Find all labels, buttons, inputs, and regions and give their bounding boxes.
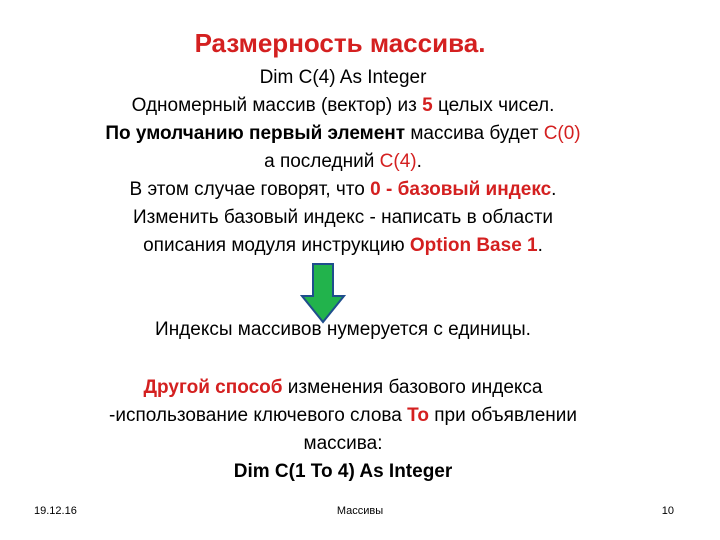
highlight-base-index: 0 - базовый индекс xyxy=(370,179,552,200)
code-line-dim: Dim C(4) As Integer xyxy=(259,67,427,88)
text-segment: целых чисел. xyxy=(432,95,555,116)
text-line-array: массива: xyxy=(303,433,383,454)
text-line-change-base: Изменить базовый индекс - написать в области xyxy=(132,207,554,228)
text-segment: В этом случае говорят, что xyxy=(129,179,371,200)
highlight-option-base: Option Base 1 xyxy=(409,235,538,256)
text-line-another-way xyxy=(0,376,686,400)
highlight-to: To xyxy=(407,405,429,426)
highlight-element: C(0) xyxy=(543,123,581,144)
bold-phrase: По умолчанию первый элемент xyxy=(105,123,406,144)
text-line-last xyxy=(0,150,686,174)
text-line-indexes-from-one: Индексы массивов нумеруется с единицы. xyxy=(155,319,531,340)
text-line-one-dimensional xyxy=(0,94,686,118)
down-arrow-icon xyxy=(300,262,346,324)
footer-page-number: 10 xyxy=(661,505,674,517)
highlight-another-way: Другой способ xyxy=(143,377,283,398)
text-line-default-first xyxy=(0,122,686,146)
text-line-option-base xyxy=(0,234,686,258)
text-segment: изменения базового индекса xyxy=(282,377,543,398)
footer-date: 19.12.16 xyxy=(34,505,77,517)
text-segment: при объявлении xyxy=(428,405,577,426)
text-segment: Одномерный массив (вектор) из xyxy=(131,95,423,116)
highlight-number: 5 xyxy=(422,95,433,116)
text-segment: массива будет xyxy=(405,123,544,144)
text-line-keyword-to xyxy=(0,404,686,428)
text-segment: . xyxy=(551,179,557,200)
highlight-element: C(4) xyxy=(379,151,417,172)
text-segment: -использование ключевого слова xyxy=(109,405,408,426)
text-segment: . xyxy=(537,235,543,256)
text-segment: а последний xyxy=(264,151,380,172)
slide-title: Размерность массива. xyxy=(194,28,486,58)
footer-title: Массивы xyxy=(336,505,384,517)
text-segment: описания модуля инструкцию xyxy=(143,235,410,256)
text-segment: . xyxy=(416,151,422,172)
code-line-dim-to: Dim C(1 To 4) As Integer xyxy=(233,461,453,482)
text-line-base-index xyxy=(0,178,686,202)
